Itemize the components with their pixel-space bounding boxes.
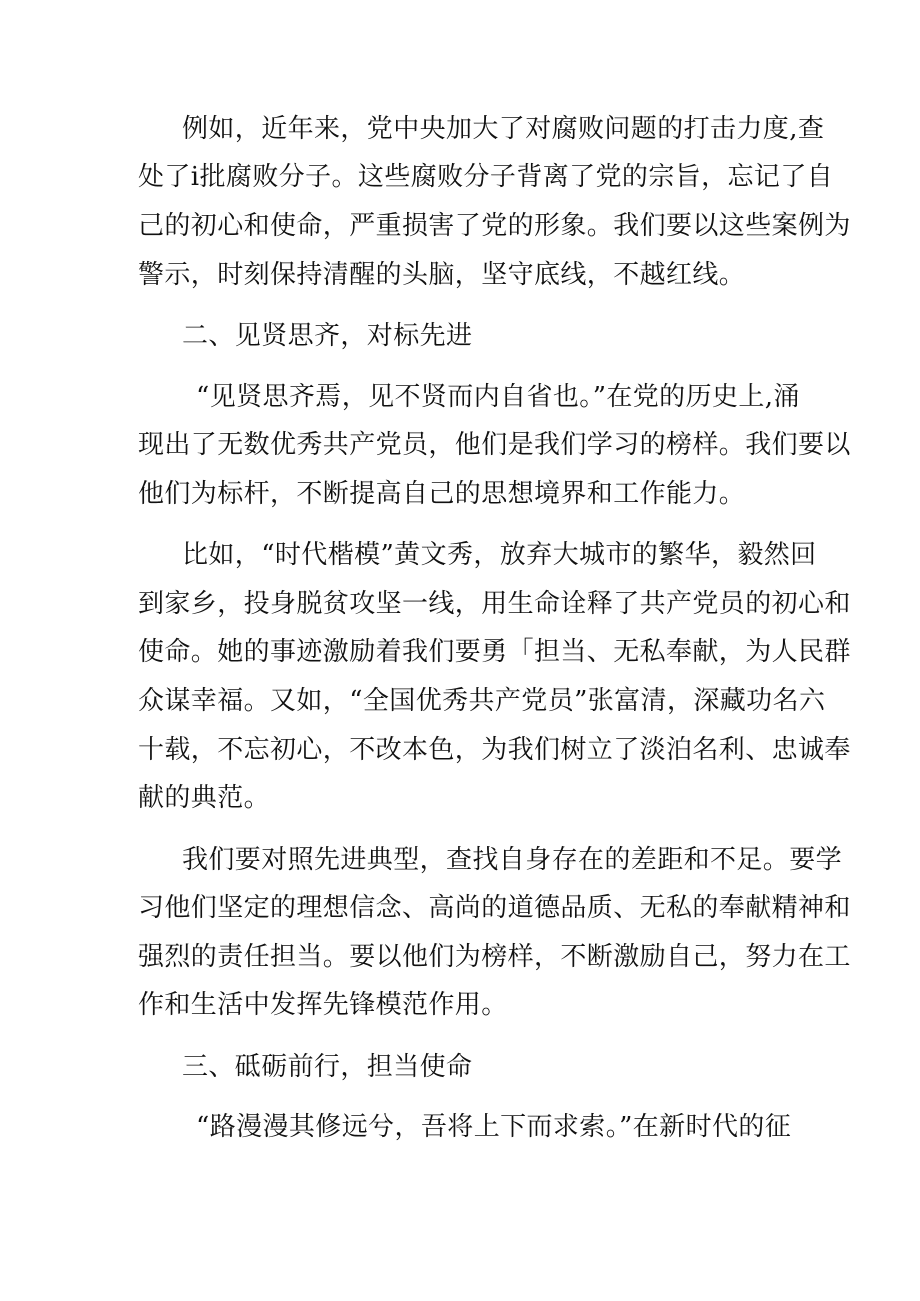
paragraph-1-line-1: 例如，近年来，党中央加大了对腐败问题的打击力度,查 <box>182 114 825 144</box>
paragraph-3-line-4: 众谋幸福。又如，“全国优秀共产党员”张富清，深藏功名六 <box>138 686 826 716</box>
paragraph-3-line-3: 使命。她的事迹激励着我们要勇「担当、无私奉献，为人民群 <box>138 637 851 667</box>
paragraph-5-line-1: “路漫漫其修远兮，吾将上下而求索。”在新时代的征 <box>196 1112 792 1142</box>
section-heading-2: 二、见贤思齐，对标先进 <box>182 321 473 351</box>
paragraph-2-line-3: 他们为标杆，不断提高自己的思想境界和工作能力。 <box>138 479 746 509</box>
paragraph-2-line-2: 现出了无数优秀共产党员，他们是我们学习的榜样。我们要以 <box>138 430 851 460</box>
paragraph-1-line-4: 警示，时刻保持清醒的头脑，坚守底线，不越红线。 <box>138 260 746 290</box>
paragraph-1-line-2: 处了i批腐败分子。这些腐败分子背离了党的宗旨，忘记了自 <box>138 162 834 192</box>
paragraph-3-line-5: 十载，不忘初心，不改本色，为我们树立了淡泊名利、忠诚奉 <box>138 735 851 765</box>
paragraph-2-line-1: “见贤思齐焉，见不贤而内自省也。”在党的历史上,涌 <box>196 382 800 412</box>
paragraph-4-line-1: 我们要对照先进典型，查找自身存在的差距和不足。要学 <box>182 845 843 875</box>
paragraph-1-line-3: 己的初心和使命，严重损害了党的形象。我们要以这些案例为 <box>138 211 851 241</box>
paragraph-3-line-1: 比如，“时代楷模”黄文秀，放弃大城市的繁华，毅然回 <box>182 540 817 570</box>
paragraph-3-line-6: 献的典范。 <box>138 783 271 813</box>
paragraph-3-line-2: 到家乡，投身脱贫攻坚一线，用生命诠释了共产党员的初心和 <box>138 589 851 619</box>
paragraph-4-line-4: 作和生活中发挥先锋模范作用。 <box>138 990 508 1020</box>
section-heading-3: 三、砥砺前行，担当使命 <box>182 1052 473 1082</box>
paragraph-4-line-3: 强烈的责任担当。要以他们为榜样，不断激励自己，努力在工 <box>138 942 851 972</box>
paragraph-4-line-2: 习他们坚定的理想信念、高尚的道德品质、无私的奉献精神和 <box>138 893 851 923</box>
